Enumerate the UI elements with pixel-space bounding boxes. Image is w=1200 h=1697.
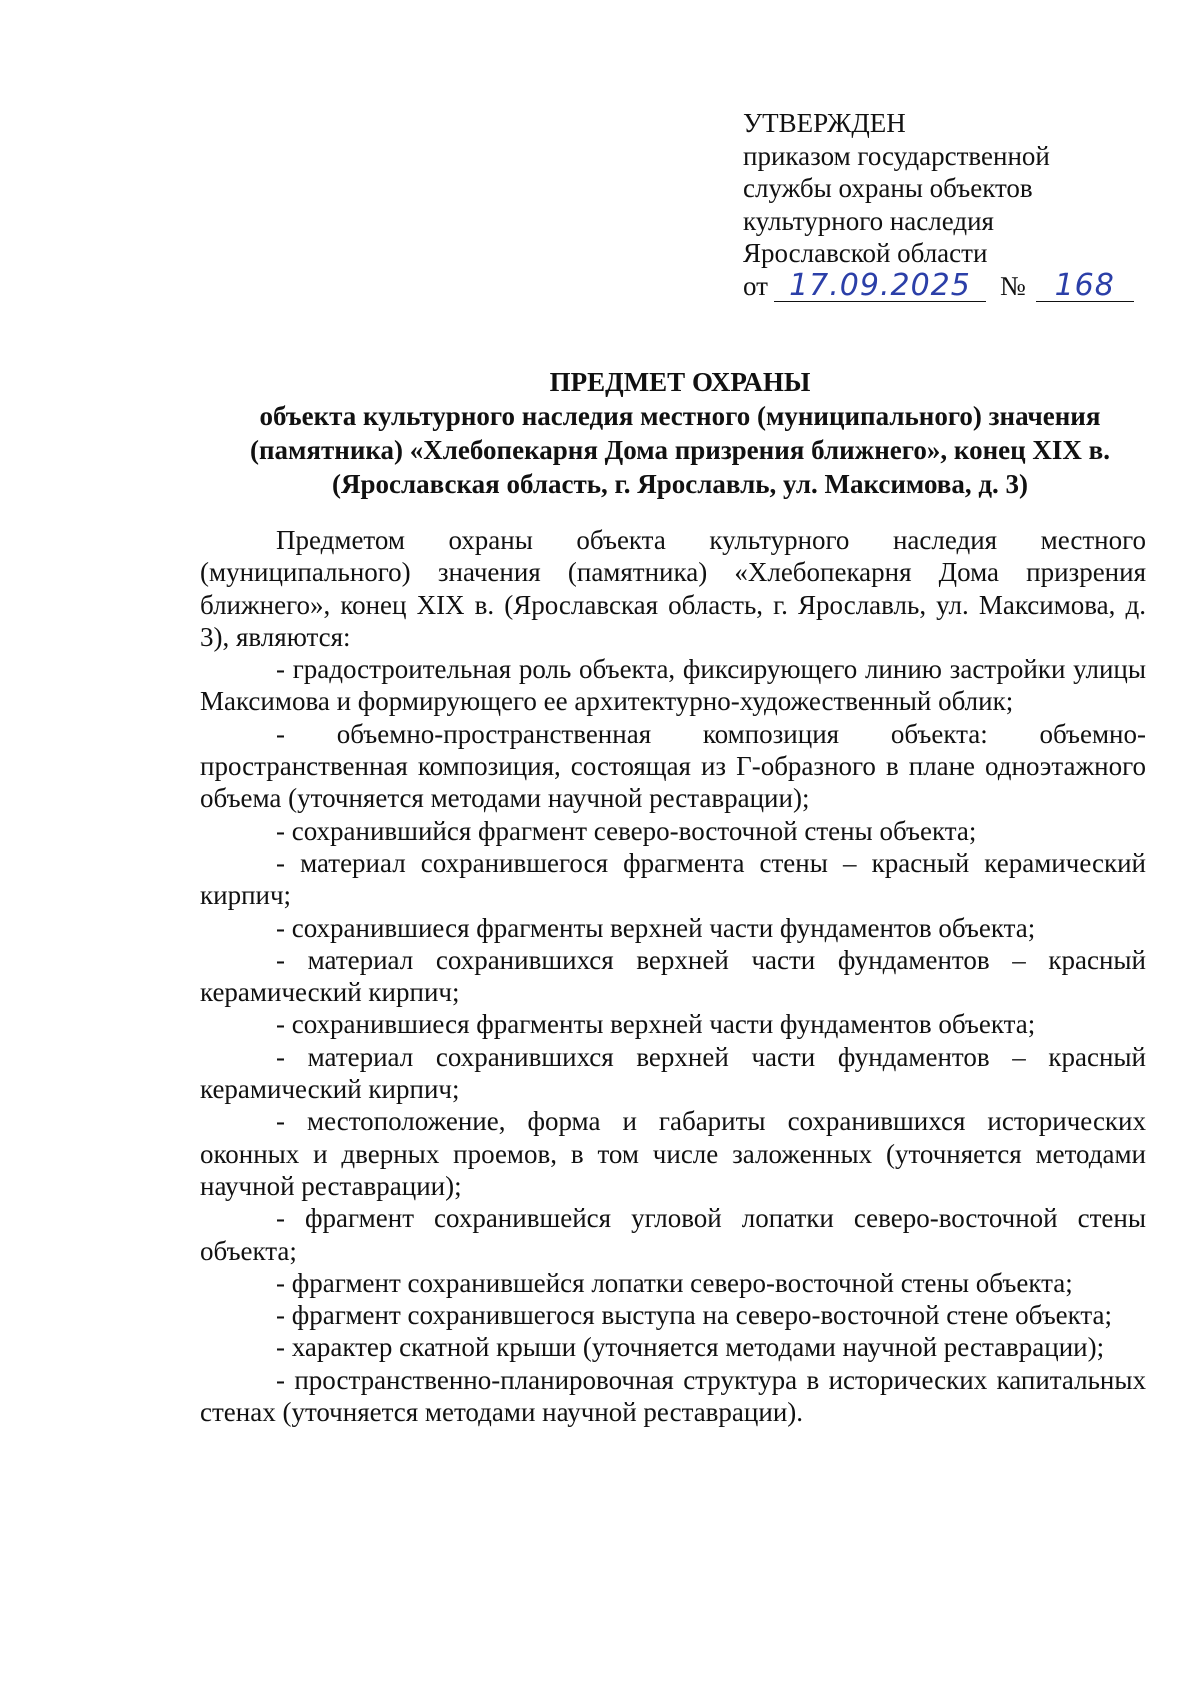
document-title bbox=[190, 365, 1170, 501]
list-item: - градостроительная роль объекта, фиксирующего линию застройки улицы Максимова и формирующего ее архитектурно-художественный облик; bbox=[200, 654, 1146, 717]
approval-heading: УТВЕРЖДЕН bbox=[743, 108, 906, 138]
list-item: - пространственно-планировочная структура в исторических капитальных стенах (уточняется методами научной реставрации). bbox=[200, 1364, 1146, 1428]
approval-line-4: Ярославской области bbox=[743, 238, 988, 268]
list-item: - сохранившийся фрагмент северо-восточной стены объекта; bbox=[276, 815, 977, 846]
title-line-4: (Ярославская область, г. Ярославль, ул. Максимова, д. 3) bbox=[331, 469, 1029, 499]
list-item: - фрагмент сохранившейся угловой лопатки северо-восточной стены объекта; bbox=[200, 1203, 1146, 1266]
date-prefix: от bbox=[743, 270, 768, 301]
document-body bbox=[200, 524, 1146, 1428]
approval-block bbox=[743, 107, 1143, 302]
list-item: - фрагмент сохранившегося выступа на северо-восточной стене объекта; bbox=[276, 1300, 1113, 1331]
approval-line-1: приказом государственной bbox=[743, 140, 1050, 171]
title-line-1: ПРЕДМЕТ ОХРАНЫ bbox=[549, 367, 811, 397]
list-item: - местоположение, форма и габариты сохранившихся исторических оконных и дверных проемов, в том числе заложенных (уточняется методами научной реставрации); bbox=[200, 1106, 1146, 1201]
approval-date-line bbox=[743, 267, 1143, 303]
title-line-3: (памятника) «Хлебопекарня Дома призрения ближнего», конец XIX в. bbox=[249, 435, 1111, 465]
list-item: - объемно-пространственная композиция объекта: объемно-пространственная композиция, состоящая из Г-образного в плане одноэтажного объема (уточняется методами научной реставрации); bbox=[200, 718, 1146, 814]
list-item: - сохранившиеся фрагменты верхней части фундаментов объекта; bbox=[276, 912, 1036, 943]
list-item: - характер скатной крыши (уточняется методами научной реставрации); bbox=[276, 1332, 1105, 1363]
approval-line-3: культурного наследия bbox=[743, 205, 994, 236]
list-item: - материал сохранившихся верхней части фундаментов – красный керамический кирпич; bbox=[200, 944, 1146, 1008]
handwritten-date: 17.09.2025 bbox=[774, 271, 986, 302]
list-item: - материал сохранившегося фрагмента стены – красный керамический кирпич; bbox=[200, 847, 1146, 911]
list-item: - сохранившиеся фрагменты верхней части фундаментов объекта; bbox=[276, 1009, 1036, 1040]
number-sign: № bbox=[999, 270, 1026, 301]
approval-line-2: службы охраны объектов bbox=[743, 173, 1033, 203]
body-intro: Предметом охраны объекта культурного наследия местного (муниципального) значения (памятника) «Хлебопекарня Дома призрения ближнего», конец XIX в. (Ярославская область, г. Ярославль, ул. Максимова, д. 3), являются: bbox=[200, 525, 1146, 652]
handwritten-number: 168 bbox=[1036, 271, 1134, 302]
list-item: - материал сохранившихся верхней части фундаментов – красный керамический кирпич; bbox=[200, 1041, 1146, 1105]
list-item: - фрагмент сохранившейся лопатки северо-восточной стены объекта; bbox=[276, 1267, 1073, 1298]
title-line-2: объекта культурного наследия местного (муниципального) значения bbox=[259, 401, 1101, 431]
